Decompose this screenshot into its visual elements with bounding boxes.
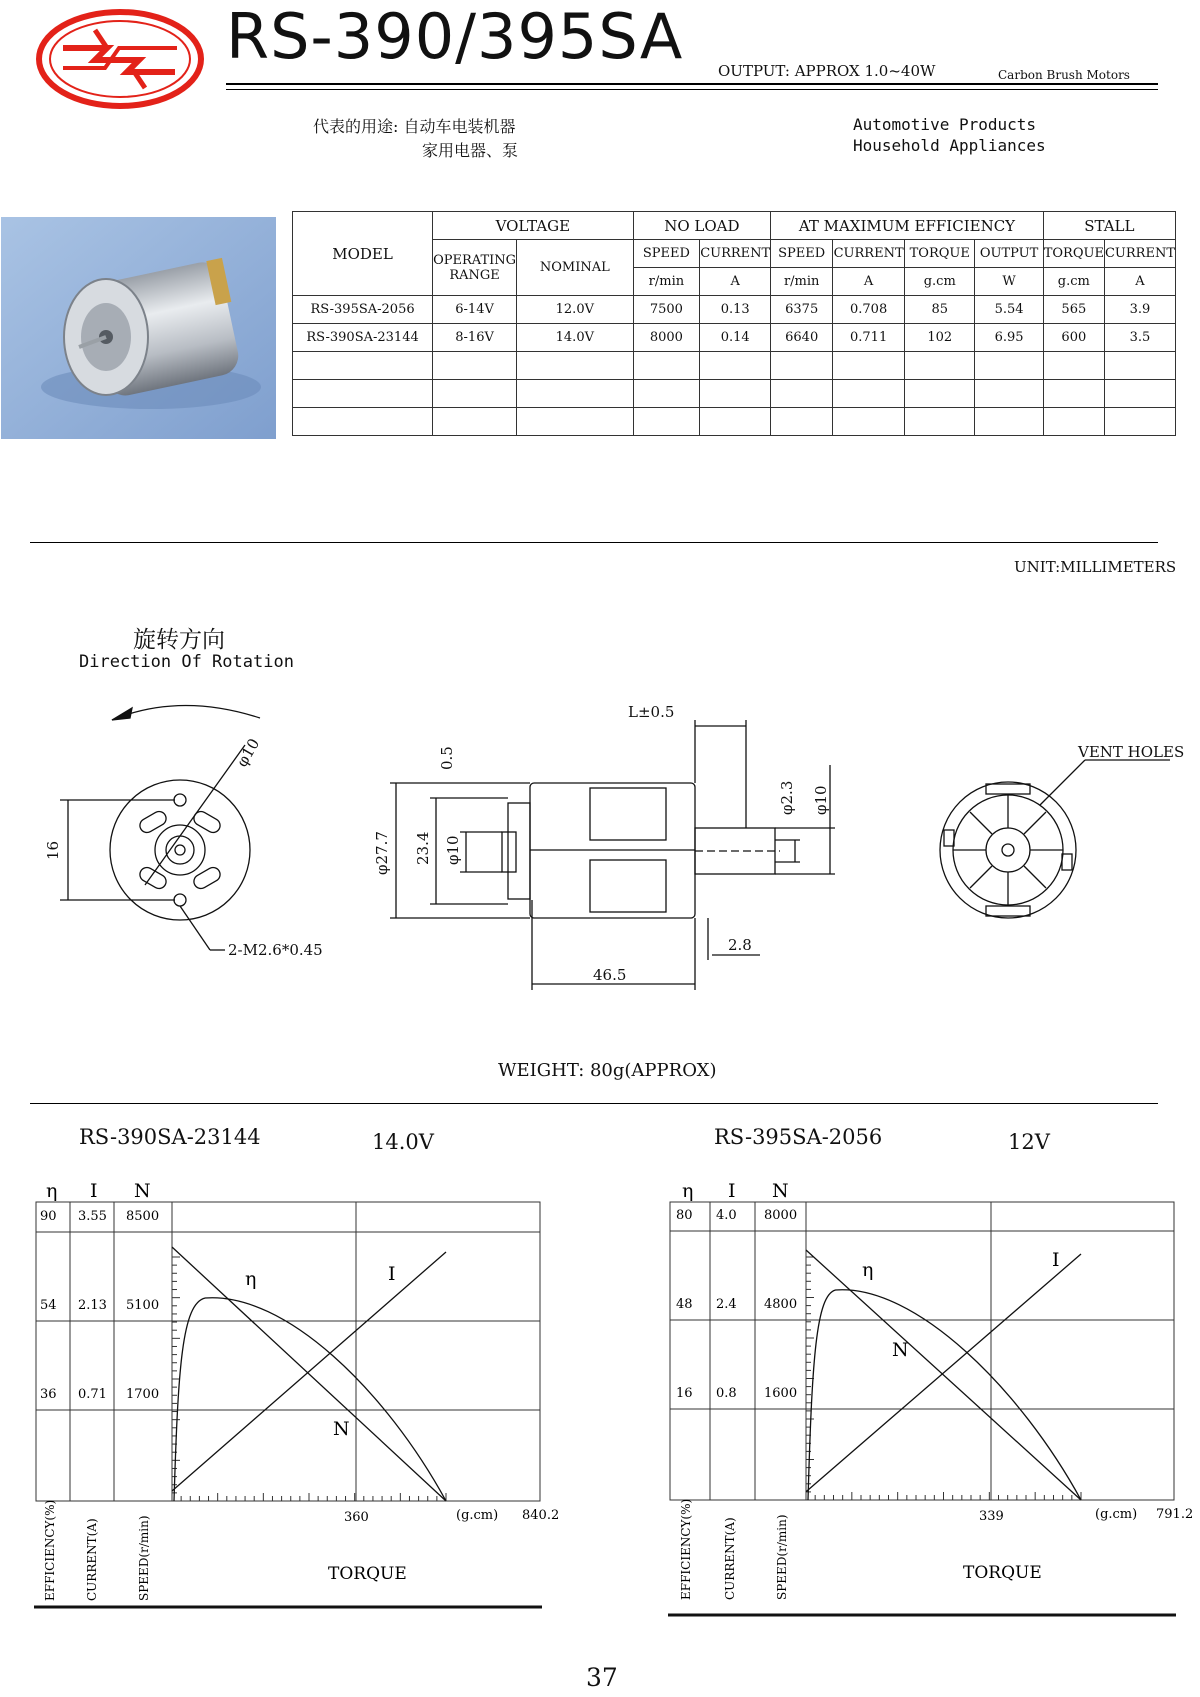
page-number: 37: [586, 1663, 618, 1692]
col-current-header: I: [728, 1180, 736, 1202]
eta-tick-label: 36: [40, 1387, 57, 1402]
dim-16: 16: [44, 840, 62, 860]
current-curve-label: I: [1052, 1249, 1060, 1271]
unit-cell: g.cm: [1043, 268, 1104, 296]
col-speed-header: N: [772, 1180, 789, 1202]
left-chart-voltage: 14.0V: [372, 1130, 434, 1154]
table-cell: 8000: [633, 324, 700, 352]
col-noload-current: CURRENT: [700, 240, 771, 268]
col-noload-speed: SPEED: [633, 240, 700, 268]
unit-cell: g.cm: [905, 268, 975, 296]
table-cell: 3.5: [1104, 324, 1175, 352]
eta-tick-label: 16: [676, 1386, 693, 1401]
category-label: Carbon Brush Motors: [998, 68, 1130, 82]
table-cell: 102: [905, 324, 975, 352]
table-cell: 7500: [633, 296, 700, 324]
speed-tick-label: 1700: [126, 1387, 160, 1402]
table-cell: RS-390SA-23144: [293, 324, 433, 352]
speed-curve: [806, 1250, 1081, 1500]
x-mid-label: 339: [979, 1509, 1004, 1524]
motor-photo: [1, 217, 276, 439]
table-cell: 6-14V: [433, 296, 517, 324]
efficiency-curve: [808, 1290, 1081, 1500]
col-speed-header: N: [134, 1180, 151, 1202]
current-tick-label: 0.8: [716, 1386, 737, 1401]
col-stall-current: CURRENT: [1104, 240, 1175, 268]
speed-axis-label: SPEED(r/min): [775, 1514, 789, 1600]
front-view-housing: [110, 780, 250, 920]
col-no-load: NO LOAD: [633, 212, 771, 240]
dim-screw: 2-M2.6*0.45: [228, 941, 323, 959]
unit-cell: A: [1104, 268, 1175, 296]
x-unit-label: (g.cm): [456, 1508, 499, 1523]
chart-frame: [36, 1202, 540, 1501]
rotation-arrow-icon: [112, 705, 260, 720]
col-eff-speed: SPEED: [771, 240, 833, 268]
col-eta-header: η: [46, 1180, 58, 1202]
page-title: RS-390/395SA: [226, 0, 684, 73]
unit-cell: r/min: [633, 268, 700, 296]
table-cell: 565: [1043, 296, 1104, 324]
chart-frame: [670, 1202, 1174, 1500]
section-divider: [30, 1103, 1158, 1104]
current-axis-label: CURRENT(A): [723, 1517, 737, 1600]
eta-tick-label: 48: [676, 1297, 693, 1312]
col-eff-torque: TORQUE: [905, 240, 975, 268]
applications-cn-line2: 家用电器、泵: [422, 141, 519, 160]
x-max-label: 840.2: [522, 1508, 560, 1523]
speed-curve-label: N: [333, 1418, 350, 1440]
current-tick-label: 3.55: [78, 1209, 107, 1224]
dim-23-4: 23.4: [414, 831, 432, 865]
section-divider: [30, 542, 1158, 543]
x-unit-label: (g.cm): [1095, 1507, 1138, 1522]
x-max-label: 791.2: [1156, 1507, 1194, 1522]
current-axis-label: CURRENT(A): [85, 1518, 99, 1601]
current-tick-label: 4.0: [716, 1208, 737, 1223]
col-nominal: NOMINAL: [517, 240, 634, 296]
table-cell: 6.95: [975, 324, 1043, 352]
current-curve: [172, 1252, 446, 1491]
applications-cn: 代表的用途: 自动车电装机器: [313, 117, 516, 136]
dim-phi27-7: φ27.7: [373, 831, 391, 875]
eta-tick-label: 54: [40, 1298, 57, 1313]
speed-tick-label: 5100: [126, 1298, 160, 1313]
eta-tick-label: 90: [40, 1209, 57, 1224]
table-cell: 0.708: [833, 296, 905, 324]
table-row-empty: [293, 352, 1176, 380]
spec-table: [292, 211, 1176, 436]
efficiency-curve: [174, 1298, 446, 1501]
unit-cell: A: [833, 268, 905, 296]
table-cell: 8-16V: [433, 324, 517, 352]
table-cell: 12.0V: [517, 296, 634, 324]
col-eta-header: η: [682, 1180, 694, 1202]
output-range: OUTPUT: APPROX 1.0~40W: [718, 62, 936, 80]
torque-label: TORQUE: [328, 1564, 407, 1584]
right-chart-voltage: 12V: [1008, 1130, 1050, 1154]
speed-tick-label: 1600: [764, 1386, 798, 1401]
speed-tick-label: 4800: [764, 1297, 798, 1312]
table-cell: 6375: [771, 296, 833, 324]
efficiency-curve-label: η: [862, 1259, 874, 1281]
rotation-label-en: Direction Of Rotation: [79, 652, 294, 672]
table-cell: 85: [905, 296, 975, 324]
dim-phi10-shaft: φ10: [812, 785, 830, 815]
applications-en: [853, 114, 1046, 156]
efficiency-curve-label: η: [245, 1268, 257, 1290]
vent-holes-label: VENT HOLES: [1078, 743, 1185, 761]
table-cell: 0.14: [700, 324, 771, 352]
x-mid-label: 360: [344, 1510, 369, 1525]
right-chart-model: RS-395SA-2056: [714, 1125, 883, 1149]
unit-label: UNIT:MILLIMETERS: [1014, 558, 1177, 576]
speed-curve-label: N: [892, 1339, 909, 1361]
dim-phi10: φ10: [232, 735, 264, 770]
rotation-label-cn: 旋转方向: [133, 627, 225, 653]
dim-2-8: 2.8: [728, 936, 752, 954]
col-stall-torque: TORQUE: [1043, 240, 1104, 268]
col-voltage: VOLTAGE: [433, 212, 634, 240]
header-rule-thin: [226, 89, 1158, 90]
eta-tick-label: 80: [676, 1208, 693, 1223]
table-row-empty: [293, 380, 1176, 408]
speed-tick-label: 8000: [764, 1208, 798, 1223]
col-model: MODEL: [293, 212, 433, 296]
dim-0-5: 0.5: [438, 746, 456, 770]
efficiency-axis-label: EFFICIENCY(%): [43, 1499, 57, 1601]
table-cell: 600: [1043, 324, 1104, 352]
current-tick-label: 2.4: [716, 1297, 737, 1312]
weight-label: WEIGHT: 80g(APPROX): [498, 1060, 717, 1081]
speed-axis-label: SPEED(r/min): [137, 1515, 151, 1601]
unit-cell: W: [975, 268, 1043, 296]
col-max-efficiency: AT MAXIMUM EFFICIENCY: [771, 212, 1044, 240]
application-automotive: Automotive Products: [853, 115, 1037, 134]
application-household: Household Appliances: [853, 136, 1046, 155]
unit-cell: A: [700, 268, 771, 296]
efficiency-axis-label: EFFICIENCY(%): [679, 1498, 693, 1600]
table-cell: RS-395SA-2056: [293, 296, 433, 324]
left-performance-chart: [0, 1170, 600, 1630]
current-tick-label: 0.71: [78, 1387, 107, 1402]
left-chart-model: RS-390SA-23144: [79, 1125, 261, 1149]
table-cell: 6640: [771, 324, 833, 352]
dim-length: L±0.5: [628, 703, 675, 721]
col-operating-range: OPERATING RANGE: [433, 240, 517, 296]
col-current-header: I: [90, 1180, 98, 1202]
col-stall: STALL: [1043, 212, 1175, 240]
unit-cell: r/min: [771, 268, 833, 296]
table-cell: 14.0V: [517, 324, 634, 352]
dim-46-5: 46.5: [593, 966, 627, 984]
col-eff-current: CURRENT: [833, 240, 905, 268]
table-cell: 0.13: [700, 296, 771, 324]
table-row-empty: [293, 408, 1176, 436]
dim-phi2-3: φ2.3: [778, 780, 796, 815]
mechanical-drawing: [0, 690, 1200, 1000]
right-performance-chart: [600, 1170, 1200, 1630]
current-tick-label: 2.13: [78, 1298, 107, 1313]
table-cell: 5.54: [975, 296, 1043, 324]
table-row: [293, 324, 1176, 352]
speed-tick-label: 8500: [126, 1209, 160, 1224]
speed-curve: [172, 1247, 446, 1501]
col-eff-output: OUTPUT: [975, 240, 1043, 268]
header-rule: [226, 83, 1158, 85]
current-curve-label: I: [388, 1263, 396, 1285]
table-cell: 0.711: [833, 324, 905, 352]
torque-label: TORQUE: [963, 1563, 1042, 1583]
dim-phi10-side: φ10: [444, 835, 462, 865]
red-oval-logo-icon: [35, 8, 205, 110]
table-cell: 3.9: [1104, 296, 1175, 324]
table-row: [293, 296, 1176, 324]
